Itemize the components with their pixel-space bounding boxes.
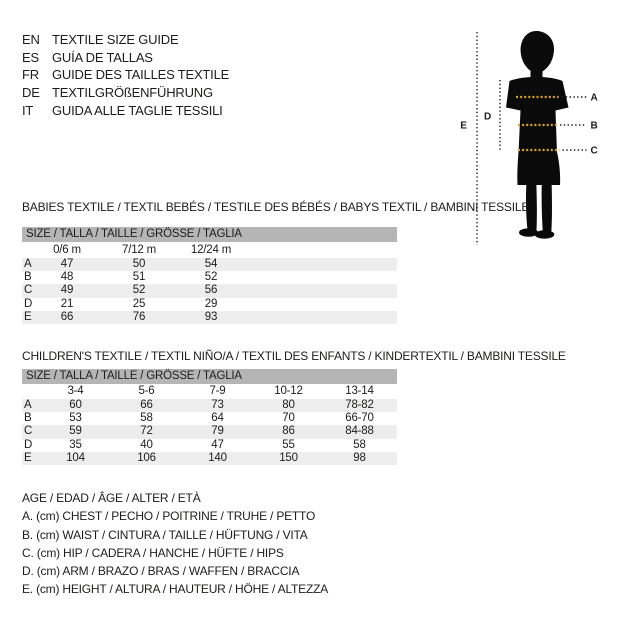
cell-value: 35 (69, 438, 82, 451)
row-label: A (24, 258, 32, 270)
legend-line-chest: A. (cm) CHEST / PECHO / POITRINE / TRUHE / PETTO (22, 509, 316, 524)
row-label: B (24, 412, 32, 425)
cell-value: 55 (282, 438, 295, 451)
table-row (22, 258, 397, 271)
cell-value: 70 (282, 412, 295, 425)
table-row (22, 425, 397, 438)
measure-label-a: A (590, 92, 598, 104)
table-row (22, 311, 397, 324)
children-column-5-6: 5-6 (138, 385, 155, 397)
children-column-7-9: 7-9 (209, 385, 226, 397)
table-row (22, 399, 397, 412)
cell-value: 29 (204, 297, 218, 310)
children-section-title: CHILDREN'S TEXTILE / TEXTIL NIÑO/A / TEXTIL DES ENFANTS / KINDERTEXTIL / BAMBINI TESSILE (22, 349, 566, 363)
children-column-header (22, 384, 397, 399)
table-row (22, 284, 397, 297)
child-silhouette-diagram (440, 18, 620, 250)
cell-value: 54 (204, 258, 218, 270)
cell-value: 40 (140, 438, 153, 451)
babies-column-header (22, 242, 397, 258)
cell-value: 21 (60, 297, 74, 310)
cell-value: 25 (132, 297, 146, 310)
cell-value: 86 (282, 425, 295, 438)
table-row (22, 271, 397, 284)
babies-column-0-6m: 0/6 m (53, 244, 81, 256)
row-label: E (24, 451, 32, 464)
babies-column-7-12m: 7/12 m (122, 244, 156, 256)
cell-value: 104 (66, 451, 85, 464)
row-label: E (24, 310, 32, 323)
cell-value: 150 (279, 451, 298, 464)
language-code: EN (22, 32, 40, 47)
babies-table-body (22, 258, 397, 324)
cell-value: 50 (132, 258, 146, 270)
measurement-legend (22, 489, 328, 599)
measure-label-e: E (460, 120, 467, 132)
babies-column-12-24m: 12/24 m (190, 244, 232, 256)
measure-label-c: C (590, 145, 598, 157)
language-title: TEXTILE SIZE GUIDE (52, 32, 179, 47)
children-column-3-4: 3-4 (67, 385, 84, 397)
silhouette-shirt (506, 77, 569, 153)
cell-value: 79 (211, 425, 224, 438)
language-row-fr (22, 66, 229, 84)
cell-value: 84-88 (345, 425, 374, 438)
table-row (22, 298, 397, 311)
corner-cell (22, 242, 31, 258)
cell-value: 52 (204, 271, 218, 284)
children-table-body (22, 399, 397, 465)
language-code: FR (22, 67, 39, 83)
cell-value: 80 (282, 399, 295, 411)
children-size-header-bar: SIZE / TALLA / TAILLE / GRÖSSE / TAGLIA (22, 369, 397, 384)
children-column-10-12: 10-12 (274, 385, 303, 397)
cell-value: 73 (211, 399, 224, 411)
cell-value: 51 (132, 271, 146, 284)
cell-value: 66-70 (345, 412, 374, 425)
row-label: C (24, 284, 33, 297)
legend-line-arm: D. (cm) ARM / BRAZO / BRAS / WAFFEN / BRACCIA (22, 564, 300, 579)
legend-line-age: AGE / EDAD / ÂGE / ALTER / ETÀ (22, 491, 201, 505)
table-row (22, 439, 397, 452)
table-row (22, 452, 397, 465)
language-title-block (22, 31, 229, 120)
measure-label-d: D (483, 111, 492, 123)
language-row-en (22, 31, 229, 49)
language-row-de (22, 84, 229, 102)
cell-value: 59 (69, 425, 82, 438)
cell-value: 66 (140, 399, 153, 411)
cell-value: 140 (208, 451, 227, 464)
cell-value: 56 (204, 284, 218, 297)
language-row-es (22, 49, 229, 67)
row-label: C (24, 425, 33, 438)
row-label: B (24, 271, 32, 284)
table-row (22, 412, 397, 425)
legend-line-hip: C. (cm) HIP / CADERA / HANCHE / HÜFTE / HIPS (22, 545, 284, 560)
language-title: GUIDE DES TAILLES TEXTILE (52, 67, 230, 83)
row-label: D (24, 297, 33, 310)
language-title: GUIDA ALLE TAGLIE TESSILI (52, 102, 223, 118)
language-code: DE (22, 85, 40, 101)
row-label: D (24, 438, 33, 451)
cell-value: 78-82 (345, 399, 374, 411)
cell-value: 93 (204, 310, 218, 323)
children-column-13-14: 13-14 (345, 385, 374, 397)
cell-value: 60 (69, 399, 82, 411)
cell-value: 98 (353, 451, 366, 464)
cell-value: 58 (353, 438, 366, 451)
legend-line-waist: B. (cm) WAIST / CINTURA / TAILLE / HÜFTUNG / VITA (22, 527, 308, 542)
language-title: TEXTILGRÖßENFÜHRUNG (52, 85, 213, 101)
cell-value: 72 (140, 425, 153, 438)
silhouette-shorts (517, 152, 560, 185)
language-code: ES (22, 49, 39, 65)
cell-value: 66 (60, 310, 74, 323)
cell-value: 53 (69, 412, 82, 425)
cell-value: 49 (60, 284, 74, 297)
cell-value: 47 (211, 438, 224, 451)
cell-value: 58 (140, 412, 153, 425)
cell-value: 47 (60, 258, 74, 270)
row-label: A (24, 399, 32, 411)
measurement-figure (440, 18, 620, 250)
babies-size-header-bar: SIZE / TALLA / TAILLE / GRÖSSE / TAGLIA (22, 227, 397, 242)
silhouette-right-leg (542, 182, 552, 232)
language-title: GUÍA DE TALLAS (52, 49, 153, 65)
language-row-it (22, 102, 229, 120)
cell-value: 76 (132, 310, 146, 323)
cell-value: 106 (137, 451, 156, 464)
babies-section-title: BABIES TEXTILE / TEXTIL BEBÉS / TESTILE DES BÉBÉS / BABYS TEXTIL / BAMBINI TESSILE (22, 200, 530, 214)
corner-cell (22, 384, 40, 399)
silhouette-head (521, 31, 554, 72)
legend-line-height: E. (cm) HEIGHT / ALTURA / HAUTEUR / HÖHE / ALTEZZA (22, 582, 329, 597)
cell-value: 52 (132, 284, 146, 297)
cell-value: 48 (60, 271, 74, 284)
silhouette-right-foot (535, 230, 555, 238)
cell-value: 64 (211, 412, 224, 425)
measure-label-b: B (590, 120, 598, 132)
language-code: IT (22, 102, 34, 118)
